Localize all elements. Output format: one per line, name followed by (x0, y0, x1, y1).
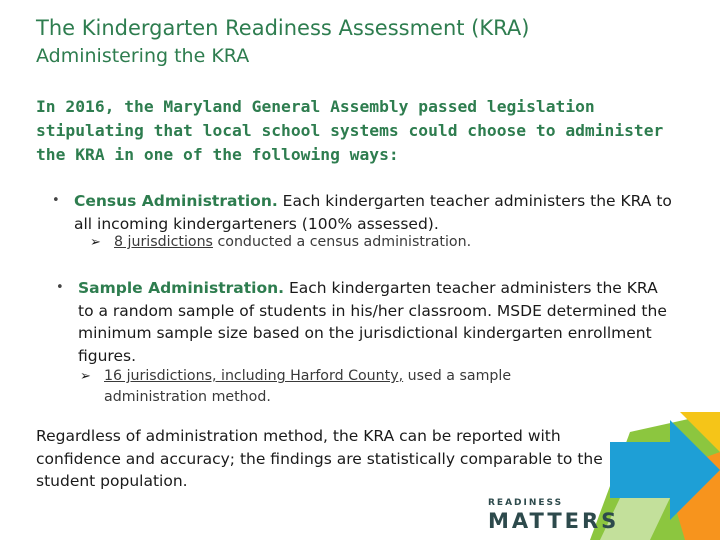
intro-paragraph: In 2016, the Maryland General Assembly passed legislation stipulating that local school systems could choose to administer the KRA in one of the following ways: (36, 97, 664, 164)
closing-paragraph: Regardless of administration method, the KRA can be reported with confidence and accuracy; the findings are statistically comparable to the student population. (36, 427, 603, 490)
bullet-sample-body: Each kindergarten teacher administers the KRA to a random sample of students in his/her classroom. MSDE determined the minimum sample size based on the jurisdictional kindergarten enrollment figures. (78, 279, 667, 365)
page-title: The Kindergarten Readiness Assessment (KRA) (36, 16, 530, 40)
bullet-census-text (74, 190, 674, 235)
page-subtitle: Administering the KRA (36, 45, 250, 67)
sub-bullet-sample (80, 366, 604, 408)
sample-jurisdictions-link[interactable]: 16 jurisdictions, including Harford County, (104, 368, 404, 384)
bullet-dot-icon: • (52, 193, 60, 208)
sample-sub-text: used a sample administration method. (104, 368, 512, 405)
census-jurisdictions-link[interactable]: 8 jurisdictions (114, 234, 213, 250)
bullet-sample-lead: Sample Administration. (78, 279, 285, 297)
bullet-census-lead: Census Administration. (74, 192, 278, 210)
bullet-census-body: Each kindergarten teacher administers the KRA to all incoming kindergarteners (100% assessed). (74, 192, 672, 233)
sub-bullet-census (90, 232, 472, 253)
bullet-dot-icon: • (56, 280, 64, 295)
census-sub-text: conducted a census administration. (212, 234, 472, 250)
logo-matters-text: MATTERS (488, 509, 620, 533)
arrow-bullet-icon: ➢ (80, 369, 91, 384)
arrow-bullet-icon: ➢ (90, 235, 101, 250)
bullet-sample-text (78, 277, 678, 367)
logo-readiness-text: READINESS (488, 498, 564, 508)
